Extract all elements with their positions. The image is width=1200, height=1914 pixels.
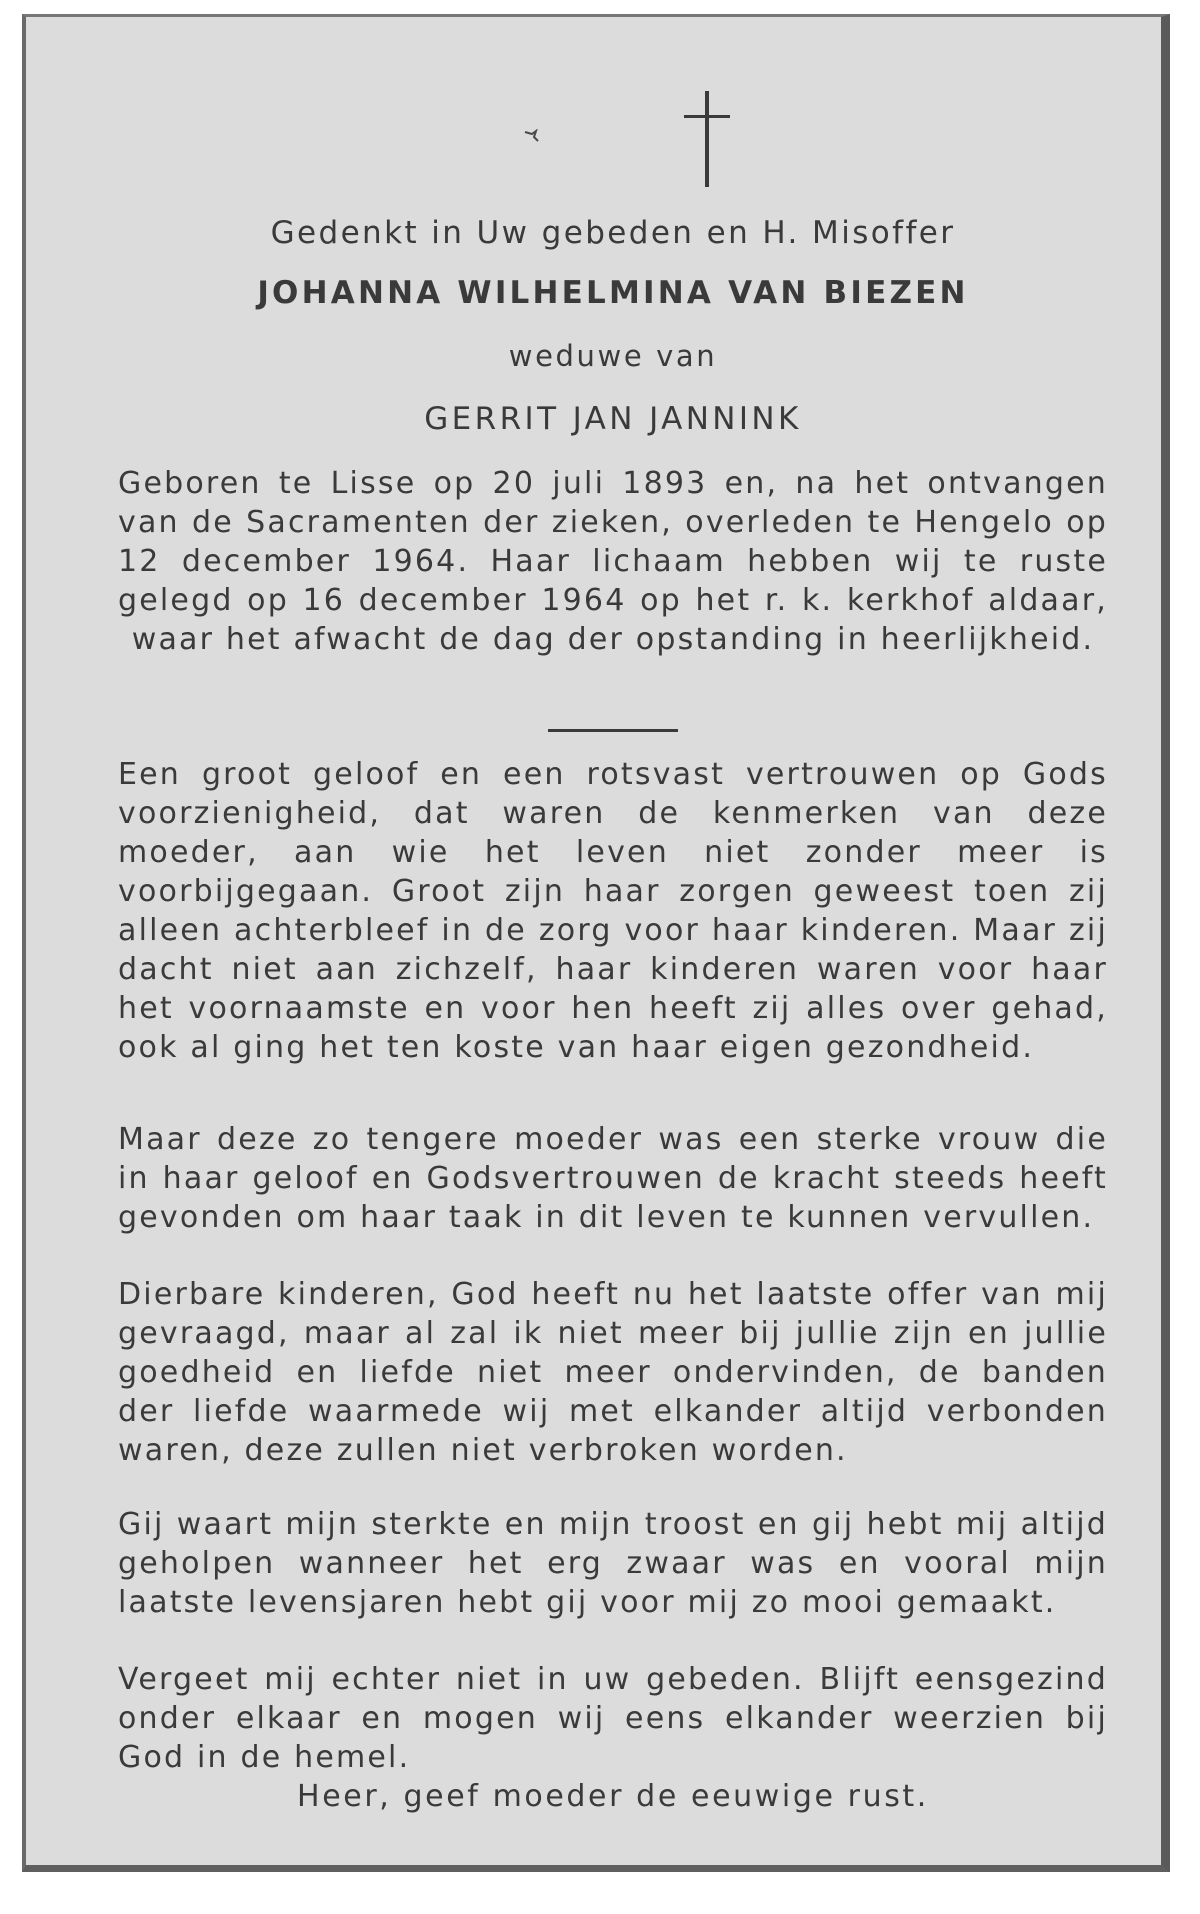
- closing-prayer: Heer, geef moeder de eeuwige rust.: [297, 1779, 929, 1814]
- deceased-name: JOHANNA WILHELMINA VAN BIEZEN: [257, 275, 969, 311]
- text-paragraph: Dierbare kinderen, God heeft nu het laatste offer van mij gevraagd, maar al zal ik niet meer bij jullie zijn en jullie goedheid en liefde niet meer ondervinden, de banden der liefde waarmede wij met elkander altijd verbonden waren, deze zullen niet verbroken worden.: [118, 1277, 1108, 1468]
- birth-death-paragraph: Geboren te Lisse op 20 juli 1893 en, na het ontvangen van de Sacramenten der zieken, overleden te Hengelo op 12 december 1964. Haar lichaam hebben wij te ruste gelegd op 16 december 1964 op het r. k. kerkhof aldaar, waar het afwacht de dag der opstanding in heerlijkheid.: [118, 466, 1108, 657]
- relation-text: weduwe van: [508, 339, 718, 373]
- text-paragraph: Maar deze zo tengere moeder was een sterke vrouw die in haar geloof en Godsvertrouwen de kracht steeds heeft gevonden om haar taak in dit leven te kunnen vervullen.: [118, 1122, 1108, 1235]
- latin-cross-icon: [678, 89, 738, 189]
- text-paragraph: Vergeet mij echter niet in uw gebeden. Blijft eensgezind onder elkaar en mogen wij eens elkander weerzien bij God in de hemel.: [118, 1662, 1108, 1775]
- section-divider: [548, 729, 678, 732]
- text-paragraph: Een groot geloof en een rotsvast vertrouwen op Gods voorzienigheid, dat waren de kenmerken van deze moeder, aan wie het leven niet zonder meer is voorbijgegaan. Groot zijn haar zorgen geweest toen zij alleen achterbleef in de zorg voor haar kinderen. Maar zij dacht niet aan zichzelf, haar kinderen waren voor haar het voornaamste en voor hen heeft zij alles over gehad, ook al ging het ten koste van haar eigen gezondheid.: [118, 757, 1108, 1065]
- ink-speck: [524, 129, 544, 143]
- text-paragraph: Gij waart mijn sterkte en mijn troost en gij hebt mij altijd geholpen wanneer het erg zwaar was en vooral mijn laatste levensjaren hebt gij voor mij zo mooi gemaakt.: [118, 1507, 1108, 1620]
- memorial-intro: Gedenkt in Uw gebeden en H. Misoffer: [270, 215, 956, 251]
- spouse-name: GERRIT JAN JANNINK: [424, 401, 802, 437]
- memorial-card: [22, 14, 1170, 1872]
- card-paper: [26, 17, 1161, 1865]
